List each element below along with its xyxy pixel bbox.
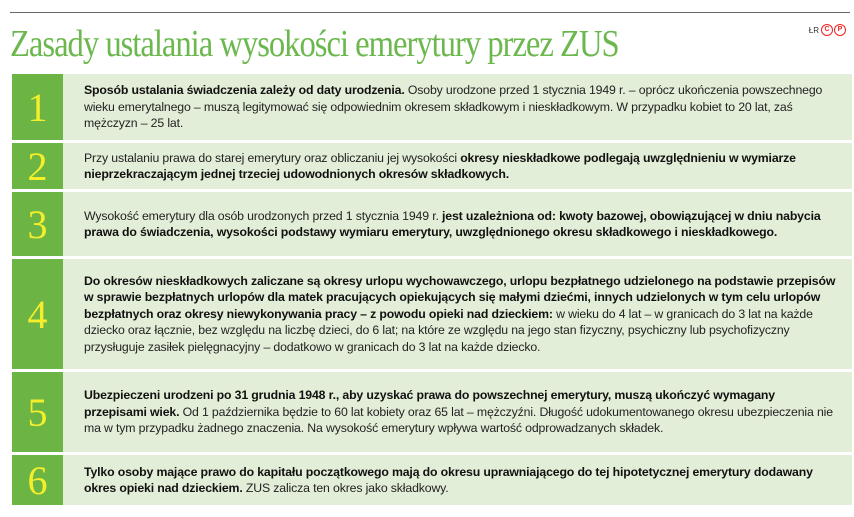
item-number: 2 xyxy=(12,143,63,189)
text-normal: Wysokość emerytury dla osób urodzonych przed 1 stycznia 1949 r. xyxy=(84,208,443,223)
item-text xyxy=(84,273,838,356)
list-item xyxy=(12,74,852,140)
cp-logo: C P xyxy=(821,24,846,36)
page-title: Zasady ustalania wysokości emerytury przez ZUS xyxy=(10,23,619,65)
text-normal: Przy ustalaniu prawa do starej emerytury oraz obliczaniu jej wysokości xyxy=(84,150,461,165)
text-normal: ZUS zalicza ten okres jako składkowy. xyxy=(242,481,449,495)
text-bold: Tylko osoby mające prawo do kapitału początkowego mają do okresu uprawniającego do tej hipotetycznej emerytury dodawany okres opieki nad dzieckiem. xyxy=(84,464,813,495)
author-initials: ŁR xyxy=(808,25,819,35)
item-number: 5 xyxy=(12,372,63,452)
text-bold: Do okresów nieskładkowych zaliczane są okresy urlopu wychowawczego, urlopu bezpłatnego udzielonego na podstawie przepisów w sprawie bezpłatnych urlopów dla matek pracujących opiekujących się małymi dziećmi, innych udzielonych w tym celu urlopów bezpłatnych oraz okresy niewykonywania pracy – z powodu opieki nad dzieckiem: xyxy=(84,273,836,321)
item-text xyxy=(84,208,838,241)
list-item xyxy=(12,192,852,256)
text-normal: Od 1 października będzie to 60 lat kobiety oraz 65 lat – mężczyźni. Długość udokumentowanego okresu ubezpieczenia nie ma w tym przypadku żadnego znaczenia. Na wysokość emerytury wpływa wartość odprowadzanych składek. xyxy=(84,404,833,436)
item-number: 6 xyxy=(12,455,63,505)
text-bold: jest uzależniona od: kwoty bazowej, obowiązującej w dniu nabycia prawa do świadczenia, wysokości podstawy wymiaru emerytury, uwzględnionego okresu składkowego i nieskładkowego. xyxy=(84,208,821,239)
text-bold: Sposób ustalania świadczenia zależy od daty urodzenia. xyxy=(84,83,405,98)
item-number: 3 xyxy=(12,192,63,256)
text-bold: okresy nieskładkowe podlegają uwzględnieniu w wymiarze nieprzekraczającym jednej trzeciej udowodnionych okresów składkowych. xyxy=(84,150,796,181)
item-text xyxy=(84,82,838,132)
rules-list xyxy=(12,74,852,508)
item-number: 4 xyxy=(12,259,63,369)
top-rule xyxy=(10,12,850,13)
list-item xyxy=(12,372,852,452)
credit xyxy=(809,24,846,36)
item-number: 1 xyxy=(12,74,63,140)
item-text xyxy=(84,387,838,437)
list-item xyxy=(12,259,852,369)
item-text xyxy=(84,150,838,183)
item-text xyxy=(84,464,838,497)
list-item xyxy=(12,455,852,505)
text-bold: Ubezpieczeni urodzeni po 31 grudnia 1948 r., aby uzyskać prawa do powszechnej emerytury, muszą ukończyć wymagany przepisami wiek. xyxy=(84,388,775,419)
text-normal: w wieku do 4 lat – w granicach do 3 lat na każde dziecko oraz łącznie, bez względu na liczbę dzieci, do 6 lat; na które ze względu na jego stan fizyczny, psychiczny lub psychofizyczny przysługuje zasiłek pielęgnacyjny – dodatkowo w granicach do 3 lat na każde dziecko. xyxy=(84,306,813,354)
list-item xyxy=(12,143,852,189)
text-normal: Osoby urodzone przed 1 stycznia 1949 r. – oprócz ukończenia powszechnego wieku emerytalnego – muszą legitymować się odpowiednim okresem składkowym i nieskładkowym. W przypadku kobiet to 20 lat, zaś mężczyzn – 25 lat. xyxy=(84,83,823,131)
